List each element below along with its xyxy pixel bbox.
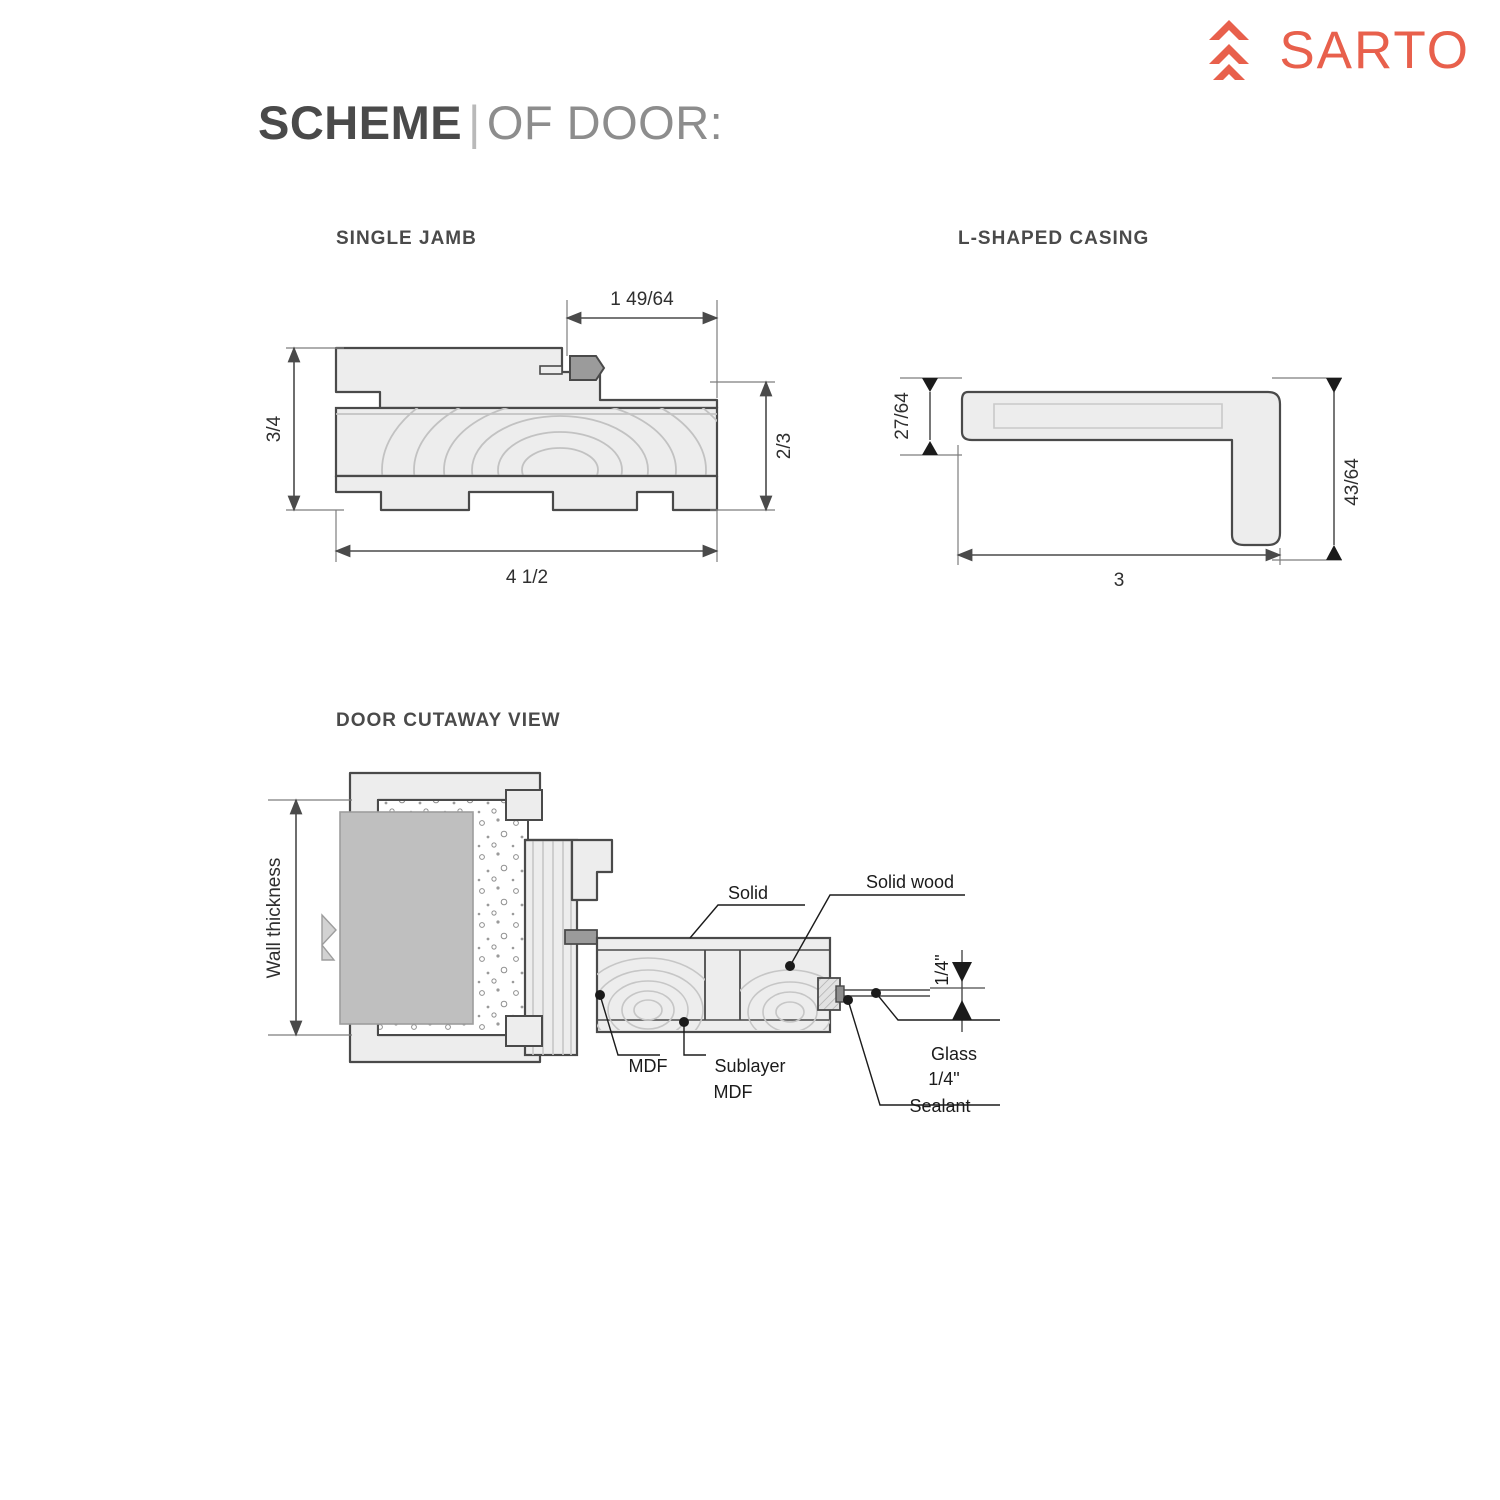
callout-mdf-label: MDF bbox=[628, 1056, 668, 1076]
section-title-door-cutaway-view: DOOR CUTAWAY VIEW bbox=[336, 710, 561, 731]
section-title-single-jamb: SINGLE JAMB bbox=[336, 228, 477, 249]
callout-glass-label: Glass bbox=[930, 1044, 978, 1064]
callout-sublayer-mdf-label: MDF bbox=[713, 1082, 753, 1102]
casing-dim-right-height bbox=[1272, 378, 1363, 560]
section-title-l-shaped-casing: L-SHAPED CASING bbox=[958, 228, 1150, 249]
casing-dim-right-height-label: 43/64 bbox=[1342, 458, 1363, 506]
casing-dim-bottom-width-label: 3 bbox=[1113, 570, 1125, 591]
cutaway-door-leaf bbox=[578, 938, 930, 1062]
jamb-profile bbox=[336, 348, 738, 574]
page-title-light: OF DOOR: bbox=[486, 96, 724, 149]
jamb-dim-left-height bbox=[264, 348, 344, 510]
cutaway-wall-thickness-label: Wall thickness bbox=[264, 857, 285, 979]
casing-dim-left-height-label: 27/64 bbox=[892, 392, 913, 440]
brand-name: SARTO bbox=[1279, 20, 1470, 80]
page-title-separator: | bbox=[468, 96, 481, 149]
jamb-dim-bottom-width-label: 4 1/2 bbox=[505, 567, 549, 588]
jamb-dim-right-height bbox=[710, 382, 795, 510]
page-title-bold: SCHEME bbox=[258, 96, 463, 149]
jamb-dim-left-height-label: 3/4 bbox=[264, 415, 285, 443]
callout-sealant-label: Sealant bbox=[909, 1096, 971, 1116]
callout-solid-label: Solid bbox=[727, 883, 769, 903]
jamb-dim-bottom-width bbox=[336, 510, 717, 588]
casing-dim-left-height bbox=[892, 378, 962, 455]
callout-sublayer-label: Sublayer bbox=[714, 1056, 786, 1076]
casing-profile bbox=[962, 392, 1280, 545]
callout-solid-wood-label: Solid wood bbox=[865, 872, 955, 892]
jamb-dim-top-width-label: 1 49/64 bbox=[610, 289, 674, 310]
cutaway-glass-gap-label: 1/4" bbox=[932, 954, 952, 986]
callout-glass-size-label: 1/4" bbox=[928, 1069, 960, 1089]
cutaway-wall-thickness-dim bbox=[264, 800, 352, 1035]
jamb-dim-right-height-label: 2/3 bbox=[774, 432, 795, 460]
cutaway-wall-assembly bbox=[322, 773, 612, 1062]
